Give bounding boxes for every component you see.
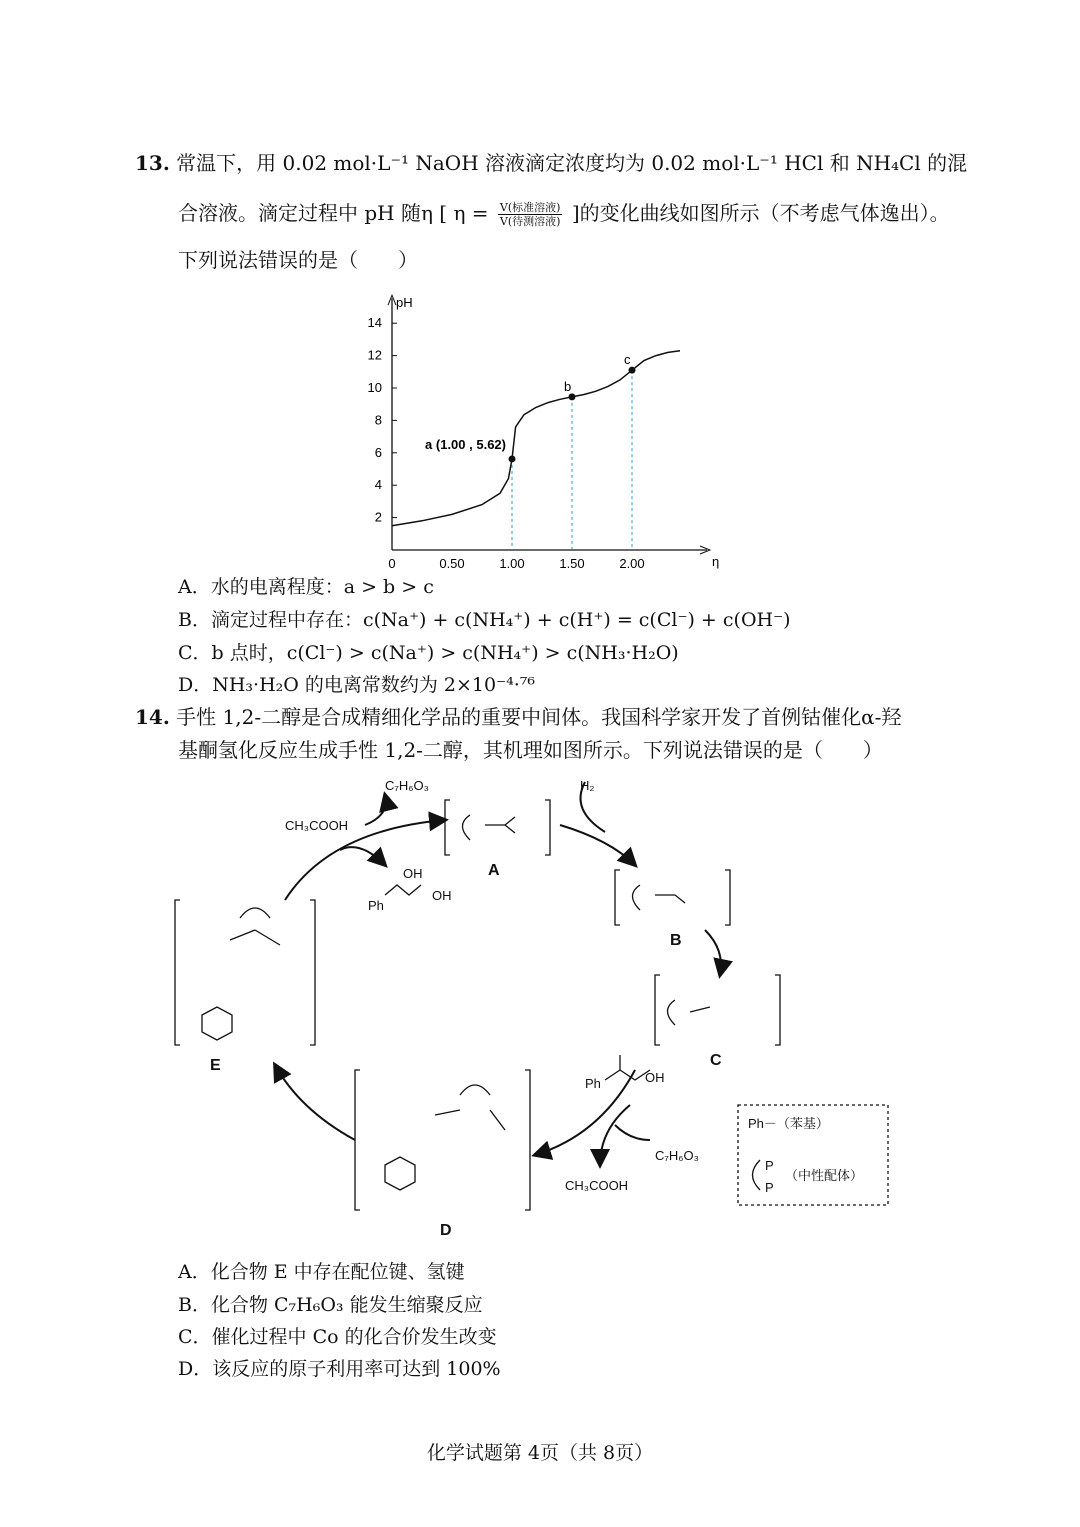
ligand-arc-e xyxy=(240,908,270,918)
diol-skeleton xyxy=(385,885,421,895)
y-tick-label: 12 xyxy=(367,347,382,363)
bonds-e xyxy=(230,930,280,945)
diol-ph: Ph xyxy=(368,898,384,913)
diol-oh-2: OH xyxy=(432,888,452,903)
y-tick-label: 10 xyxy=(367,380,382,395)
q14-number: 14. xyxy=(135,705,170,729)
reagent-c7h6o3-top: C₇H₆O₃ xyxy=(385,778,429,793)
bracket-e xyxy=(175,900,315,1045)
q13-option-a[interactable]: A．水的电离程度：a > b > c xyxy=(178,576,434,598)
point-2 xyxy=(629,367,636,374)
y-axis-label: pH xyxy=(396,295,413,311)
label-d: D xyxy=(440,1222,452,1239)
bracket-a xyxy=(445,800,550,855)
q14-option-b[interactable]: B．化合物 C₇H₆O₃ 能发生缩聚反应 xyxy=(178,1294,483,1316)
q13-option-b[interactable]: B．滴定过程中存在：c(Na⁺) + c(NH₄⁺) + c(H⁺) = c(Cl⁻) + c(OH⁻) xyxy=(178,609,791,631)
point-0 xyxy=(509,455,516,462)
diol-oh-1: OH xyxy=(403,866,423,881)
arrow-b-to-c xyxy=(705,930,721,975)
page-footer: 化学试题第 4页（共 8页） xyxy=(426,1442,654,1464)
legend-ligand: （中性配体） xyxy=(785,1168,864,1183)
ketone-oh: OH xyxy=(645,1070,665,1085)
bonds-d xyxy=(435,1110,505,1130)
point-label-1: b xyxy=(564,378,572,394)
catalytic-cycle-diagram xyxy=(160,770,900,1240)
arrow-d-to-e xyxy=(275,1065,355,1140)
y-tick-label: 6 xyxy=(374,444,382,460)
point-1 xyxy=(569,393,576,400)
q13-line2 xyxy=(178,198,950,228)
ligand-arc-legend xyxy=(753,1160,761,1190)
arrow-release-ch3cooh xyxy=(600,1105,630,1165)
benzene-ring-d xyxy=(385,1157,415,1190)
q13-text-2b: ]的变化曲线如图所示（不考虑气体逸出）。 xyxy=(571,201,950,225)
q13-text-2a: 合溶液。滴定过程中 pH 随η [ η = xyxy=(178,201,489,225)
x-tick-label: 2.00 xyxy=(619,556,645,570)
q13-number: 13. xyxy=(135,151,170,175)
legend-p-bottom: P xyxy=(765,1180,774,1195)
arrow-a-to-b xyxy=(560,825,635,865)
y-tick-label: 4 xyxy=(374,477,382,493)
reagent-c7h6o3-bottom: C₇H₆O₃ xyxy=(655,1148,699,1163)
titration-chart xyxy=(340,280,720,570)
label-b: B xyxy=(670,932,682,949)
y-tick-label: 8 xyxy=(374,412,382,428)
eta-denominator: V(待测溶液) xyxy=(499,215,561,228)
point-label-0: a (1.00 , 5.62) xyxy=(425,436,506,452)
label-c: C xyxy=(710,1052,722,1069)
legend-ph: Ph－（苯基） xyxy=(748,1116,829,1131)
q14-option-c[interactable]: C．催化过程中 Co 的化合价发生改变 xyxy=(178,1326,497,1348)
x-axis-label: η xyxy=(712,554,720,569)
x-tick-label: 0.50 xyxy=(439,556,465,570)
label-a: A xyxy=(488,862,500,879)
reagent-ch3cooh-bottom: CH₃COOH xyxy=(565,1178,629,1193)
bonds-c xyxy=(690,1007,710,1012)
reagent-ch3cooh-top: CH₃COOH xyxy=(285,818,349,833)
q14-option-d[interactable]: D．该反应的原子利用率可达到 100% xyxy=(178,1358,501,1380)
arrow-c7h6o3-in xyxy=(615,1125,650,1140)
bonds-b xyxy=(655,895,685,903)
q14-text-1: 手性 1,2-二醇是合成精细化学品的重要中间体。我国科学家开发了首例钴催化α-羟 xyxy=(176,705,902,729)
y-tick-label: 2 xyxy=(374,509,382,525)
bracket-c xyxy=(655,975,780,1045)
q13-line3: 下列说法错误的是（ ） xyxy=(178,248,418,272)
q14-option-a[interactable]: A．化合物 E 中存在配位键、氢键 xyxy=(178,1261,465,1283)
q14-line1 xyxy=(135,702,901,732)
x-tick-label: 1.50 xyxy=(559,556,585,570)
ligand-arc-c xyxy=(668,1000,676,1025)
ligand-arc-b xyxy=(633,885,641,910)
x-tick-label: 1.00 xyxy=(499,556,525,570)
point-label-2: c xyxy=(624,352,631,368)
legend-p-top: P xyxy=(765,1158,774,1173)
label-e: E xyxy=(210,1057,221,1074)
ligand-arc-a xyxy=(463,815,471,840)
q13-option-c[interactable]: C．b 点时，c(Cl⁻) > c(Na⁺) > c(NH₄⁺) > c(NH₃·H₂O) xyxy=(178,642,679,664)
bonds-a xyxy=(485,817,515,833)
y-tick-label: 14 xyxy=(367,315,382,331)
ketone-skeleton xyxy=(605,1055,650,1080)
bracket-d xyxy=(355,1070,530,1210)
q13-line1 xyxy=(135,148,967,178)
q14-line2: 基酮氢化反应生成手性 1,2-二醇，其机理如图所示。下列说法错误的是（ ） xyxy=(178,738,883,762)
ketone-ph: Ph xyxy=(585,1076,601,1091)
benzene-ring-e xyxy=(202,1007,232,1040)
ligand-arc-d xyxy=(460,1085,490,1095)
arrow-release-c7h6o3 xyxy=(365,795,386,825)
q13-text-1: 常温下，用 0.02 mol·L⁻¹ NaOH 溶液滴定浓度均为 0.02 mol·L⁻¹ HCl 和 NH₄Cl 的混 xyxy=(176,151,968,175)
arrow-release-diol xyxy=(340,847,385,865)
eta-numerator: V(标准溶液) xyxy=(499,201,561,214)
reagent-h2: H₂ xyxy=(580,778,595,793)
q13-option-d[interactable]: D．NH₃·H₂O 的电离常数约为 2×10⁻⁴·⁷⁶ xyxy=(178,674,536,696)
x-tick-label: 0 xyxy=(388,556,396,570)
eta-fraction xyxy=(498,201,563,228)
